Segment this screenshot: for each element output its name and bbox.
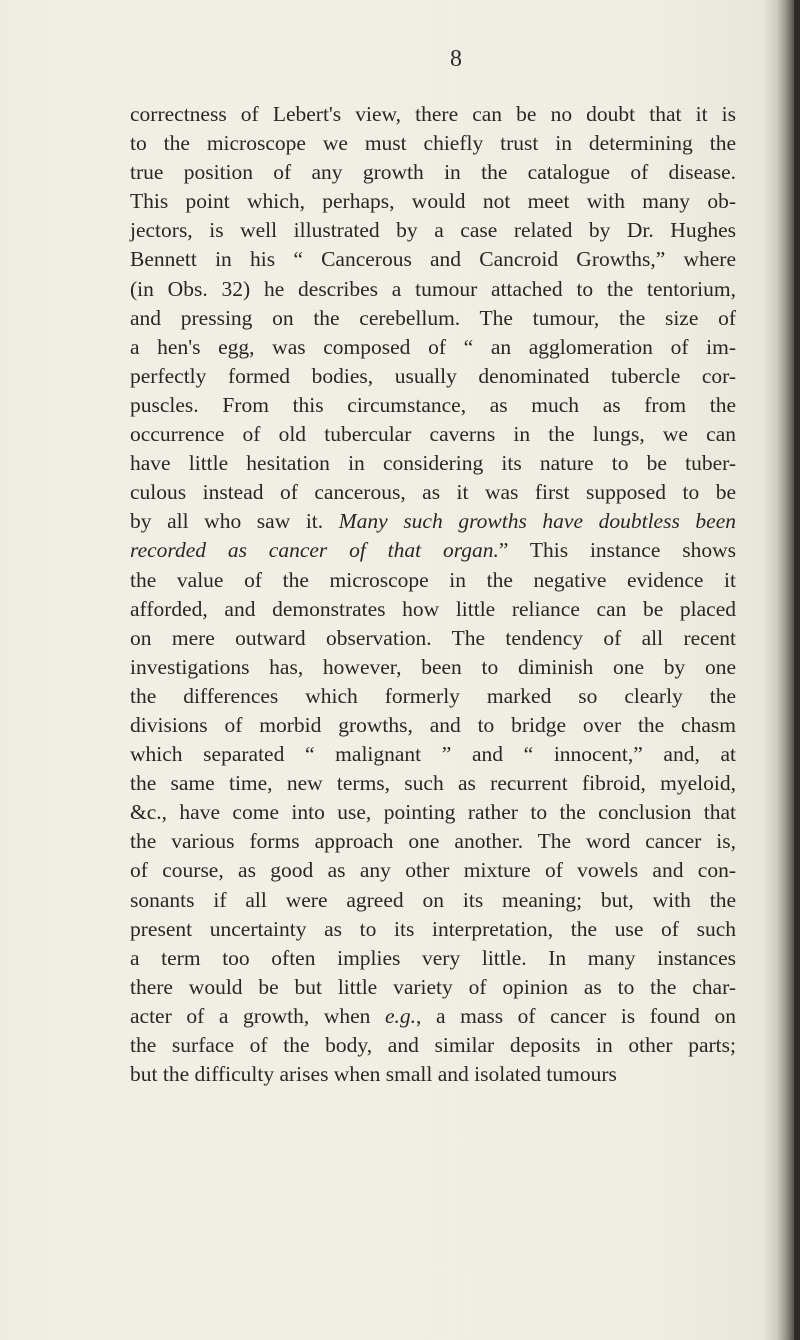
text-line-mixed <box>130 507 736 536</box>
text-line: of course, as good as any other mixture of vowels and con- <box>130 858 736 883</box>
text-line: investigations has, however, been to diminish one by one <box>130 654 736 679</box>
text-line: a hen's egg, was composed of “ an agglomeration of im- <box>130 334 736 359</box>
text-line: sonants if all were agreed on its meaning; but, with the <box>130 887 736 912</box>
text-line: occurrence of old tubercular caverns in the lungs, we can <box>130 422 736 447</box>
text-line: present uncertainty as to its interpretation, the use of such <box>130 916 736 941</box>
text-line: and pressing on the cerebellum. The tumour, the size of <box>130 305 736 330</box>
text-line: This point which, perhaps, would not meet with many ob- <box>130 189 736 214</box>
text-line: there would be but little variety of opinion as to the char- <box>130 974 736 999</box>
text-line: jectors, is well illustrated by a case related by Dr. Hughes <box>130 218 736 243</box>
italic-text-run: e.g. <box>384 1003 417 1028</box>
text-line: Bennett in his “ Cancerous and Cancroid Growths,” where <box>130 247 736 272</box>
text-line: &c., have come into use, pointing rather to the conclusion that <box>130 800 736 825</box>
text-line: have little hesitation in considering its nature to be tuber- <box>130 451 736 476</box>
text-run: acter of a growth, when <box>130 1003 371 1028</box>
text-line-mixed <box>130 1002 736 1031</box>
text-line: correctness of Lebert's view, there can be no doubt that it is <box>130 102 736 126</box>
text-line: a term too often implies very little. In many instances <box>130 945 736 970</box>
text-run: by all who saw it. <box>130 509 324 534</box>
text-line: the various forms approach one another. The word cancer is, <box>130 829 736 854</box>
text-line: perfectly formed bodies, usually denominated tubercle cor- <box>130 363 736 388</box>
text-line: afforded, and demonstrates how little reliance can be placed <box>130 596 736 621</box>
text-run: ” This instance shows <box>498 538 736 563</box>
text-line: the value of the microscope in the negative evidence it <box>130 567 736 592</box>
text-line: (in Obs. 32) he describes a tumour attached to the tentorium, <box>130 276 736 301</box>
text-line: to the microscope we must chiefly trust in determining the <box>130 131 736 156</box>
text-line: which separated “ malignant ” and “ innocent,” and, at <box>130 742 736 767</box>
text-line: the surface of the body, and similar deposits in other parts; <box>130 1033 736 1057</box>
text-line: the same time, new terms, such as recurrent fibroid, myeloid, <box>130 771 736 796</box>
text-line: the differences which formerly marked so clearly the <box>130 683 736 708</box>
text-line: puscles. From this circumstance, as much as from the <box>130 392 736 417</box>
text-line: but the difficulty arises when small and isolated tumours <box>130 1062 617 1087</box>
text-line: culous instead of cancerous, as it was first supposed to be <box>130 480 736 505</box>
text-run: , a mass of cancer is found on <box>416 1003 736 1028</box>
text-line: true position of any growth in the catalogue of disease. <box>130 160 736 185</box>
italic-text-run: recorded as cancer of that organ. <box>130 538 499 563</box>
text-line-mixed <box>130 536 736 565</box>
text-line: on mere outward observation. The tendency of all recent <box>130 625 736 650</box>
body-text <box>130 100 736 1089</box>
page-edge <box>794 0 800 1340</box>
italic-text-run: Many such growths have doubtless been <box>338 509 736 534</box>
text-line: divisions of morbid growths, and to bridge over the chasm <box>130 712 736 737</box>
page-number: 8 <box>450 46 462 72</box>
